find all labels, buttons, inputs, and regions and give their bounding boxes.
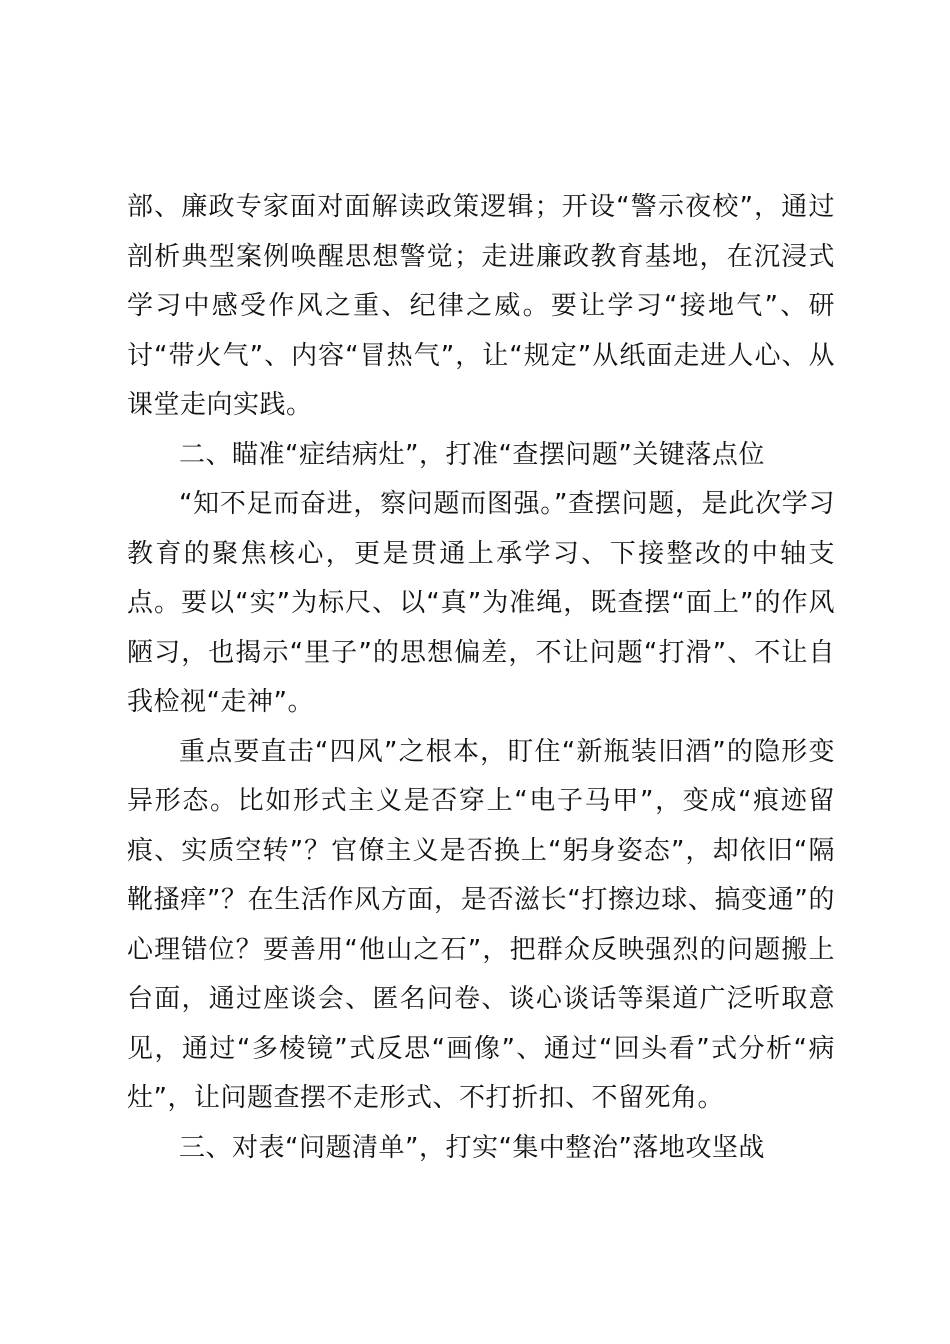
section-heading-three: 三、对表“问题清单”，打实“集中整治”落地攻坚战 — [179, 1132, 765, 1163]
body-paragraph-four-winds: 重点要直击“四风”之根本，盯住“新瓶装旧酒”的隐形变异形态。比如形式主义是否穿上“电子马甲”，变成“痕迹留痕、实质空转”？官僚主义是否换上“躬身姿态”，却依旧“隔靴搔痒”？在生活作风方面，是否滋长“打擦边球、搞变通”的心理错位？要善用“他山之石”，把群众反映强烈的问题搬上台面，通过座谈会、匿名问卷、谈心谈话等渠道广泛听取意见，通过“多棱镜”式反思“画像”、通过“回头看”式分析“病灶”，让问题查摆不走形式、不打折扣、不留死角。 — [127, 736, 835, 1113]
section-heading-two: 二、瞄准“症结病灶”，打准“查摆问题”关键落点位 — [179, 439, 765, 470]
body-paragraph-problems: “知不足而奋进，察问题而图强。”查摆问题，是此次学习教育的聚焦核心，更是贯通上承学习、下接整改的中轴支点。要以“实”为标尺、以“真”为准绳，既查摆“面上”的作风陋习，也揭示“里子”的思想偏差，不让问题“打滑”、不让自我检视“走神”。 — [127, 489, 835, 717]
body-paragraph-continued: 部、廉政专家面对面解读政策逻辑；开设“警示夜校”，通过剖析典型案例唤醒思想警觉；走进廉政教育基地，在沉浸式学习中感受作风之重、纪律之威。要让学习“接地气”、研讨“带火气”、内容“冒热气”，让“规定”从纸面走进人心、从课堂走向实践。 — [127, 192, 835, 420]
document-body — [127, 183, 835, 1173]
